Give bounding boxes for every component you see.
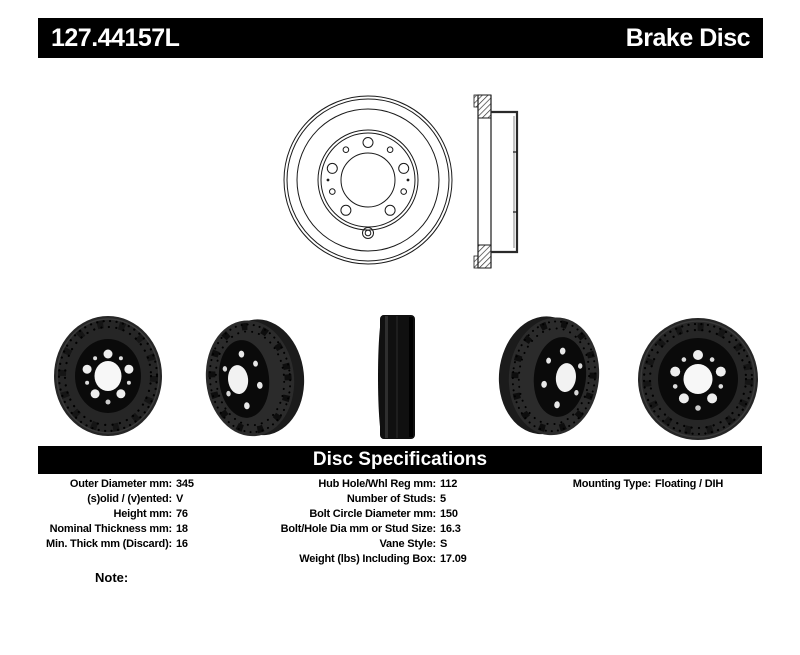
header-bar [38,18,763,58]
spec-column-right [555,477,767,492]
spec-column-middle [270,477,500,567]
spec-row [270,492,500,507]
spec-value: 112 [440,478,458,490]
spec-label: Hub Hole/Whl Reg mm: [318,478,436,490]
spec-label: Bolt/Hole Dia mm or Stud Size: [280,523,436,535]
spec-value: 18 [176,523,188,535]
spec-column-left [30,477,240,552]
spec-row [270,552,500,567]
note-label: Note: [95,570,129,585]
spec-row [270,522,500,537]
spec-value: 17.09 [440,553,467,565]
spec-value: Floating / DIH [655,478,724,490]
spec-row [30,522,240,537]
spec-value: 16.3 [440,523,461,535]
spec-label: Height mm: [113,508,172,520]
spec-value: V [176,493,184,505]
spec-value: 345 [176,478,194,490]
spec-row [270,477,500,492]
spec-row [555,477,767,492]
rotor-photo-three-quarter-left [197,315,309,439]
rotor-photo-rear-view [636,316,762,442]
page-title: Brake Disc [625,23,750,52]
disc-side-drawing-icon [470,90,525,275]
spec-value: 5 [440,493,446,505]
spec-value: 16 [176,538,188,550]
spec-section-title: Disc Specifications [312,449,488,470]
rotor-photo-three-quarter-right [495,312,607,438]
spec-label: Number of Studs: [346,493,436,505]
spec-label: Vane Style: [379,538,436,550]
spec-label: Weight (lbs) Including Box: [299,553,436,565]
spec-row [30,507,240,522]
rotor-photo-front-left [50,312,170,440]
spec-value: S [440,538,448,550]
spec-row [270,507,500,522]
spec-label: (s)olid / (v)ented: [87,493,172,505]
spec-row [30,477,240,492]
spec-row [30,537,240,552]
spec-label: Min. Thick mm (Discard): [46,538,172,550]
spec-value: 76 [176,508,188,520]
spec-row [30,492,240,507]
spec-label: Mounting Type: [572,478,651,490]
rotor-photo-edge-view [376,314,418,440]
disc-front-drawing-icon [283,95,453,265]
spec-section-header [38,446,762,474]
spec-value: 150 [440,508,458,520]
spec-label: Outer Diameter mm: [69,478,172,490]
spec-label: Bolt Circle Diameter mm: [309,508,436,520]
part-number: 127.44157L [51,23,180,52]
spec-label: Nominal Thickness mm: [49,523,172,535]
spec-row [270,537,500,552]
